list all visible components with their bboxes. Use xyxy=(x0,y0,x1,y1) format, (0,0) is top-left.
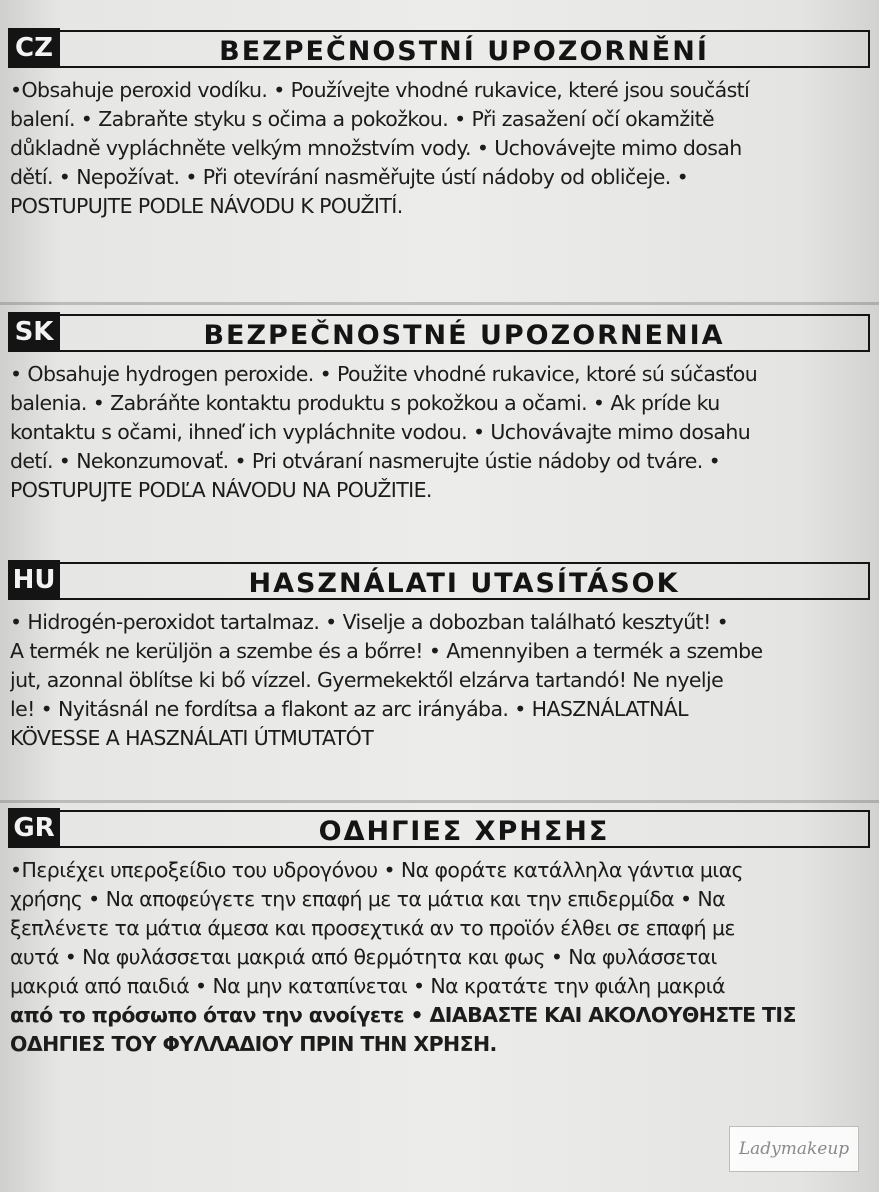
text-line: ΟΔΗΓΙΕΣ ΤΟΥ ΦΥΛΛΑΔΙΟΥ ΠΡΙΝ ΤΗΝ ΧΡΗΣΗ. xyxy=(10,1032,497,1056)
text-line: •Obsahuje peroxid vodíku. • Používejte vhodné rukavice, které jsou součástí xyxy=(10,78,750,102)
text-line: POSTUPUJTE PODLE NÁVODU K POUŽITÍ. xyxy=(10,194,403,218)
text-line: • Obsahuje hydrogen peroxide. • Použite vhodné rukavice, ktoré sú súčasťou xyxy=(10,362,758,386)
section-body xyxy=(10,360,870,505)
section-cz xyxy=(8,28,870,221)
text-line: μακριά από παιδιά • Να μην καταπίνεται • Να κρατάτε την φιάλη μακριά xyxy=(10,974,725,998)
text-line: POSTUPUJTE PODĽA NÁVODU NA POUŽITIE. xyxy=(10,478,432,502)
text-line: le! • Nyitásnál ne fordítsa a flakont az arc irányába. • HASZNÁLATNÁL xyxy=(10,697,688,721)
section-body xyxy=(10,608,870,753)
text-line: ξεπλένετε τα μάτια άμεσα και προσεχτικά αν το προϊόν έλθει σε επαφή με xyxy=(10,916,735,940)
section-title: BEZPEČNOSTNÉ UPOZORNENIA xyxy=(60,314,870,352)
text-line: KÖVESSE A HASZNÁLATI ÚTMUTATÓT xyxy=(10,726,374,750)
text-line: από το πρόσωπο όταν την ανοίγετε • ΔΙΑΒΑΣΤΕ ΚΑΙ ΑΚΟΛΟΥΘΗΣΤΕ ΤΙΣ xyxy=(10,1003,796,1027)
section-hu xyxy=(8,560,870,753)
section-sk xyxy=(8,312,870,505)
section-header xyxy=(8,808,870,852)
text-line: jut, azonnal öblítse ki bő vízzel. Gyermekektől elzárva tartandó! Ne nyelje xyxy=(10,668,724,692)
text-line: αυτά • Να φυλάσσεται μακριά από θερμότητα και φως • Να φυλάσσεται xyxy=(10,945,717,969)
text-line: •Περιέχει υπεροξείδιο του υδρογόνου • Να φοράτε κατάλληλα γάντια μιας xyxy=(10,858,743,882)
language-tag: GR xyxy=(8,808,60,848)
divider xyxy=(0,800,879,803)
language-tag: HU xyxy=(8,560,60,600)
language-tag: CZ xyxy=(8,28,60,68)
text-line: kontaktu s očami, ihneď ich vypláchnite vodou. • Uchovávajte mimo dosahu xyxy=(10,420,751,444)
section-body xyxy=(10,76,870,221)
text-line: A termék ne kerüljön a szembe és a bőrre! • Amennyiben a termék a szembe xyxy=(10,639,763,663)
text-line: důkladně vypláchněte velkým množstvím vody. • Uchovávejte mimo dosah xyxy=(10,136,742,160)
section-header xyxy=(8,28,870,72)
watermark-logo: Ladymakeup xyxy=(729,1126,859,1172)
section-title: ΟΔΗΓΙΕΣ ΧΡΗΣΗΣ xyxy=(60,810,870,848)
text-line: χρήσης • Να αποφεύγετε την επαφή με τα μάτια και την επιδερμίδα • Να xyxy=(10,887,726,911)
text-line: balenia. • Zabráňte kontaktu produktu s pokožkou a očami. • Ak príde ku xyxy=(10,391,720,415)
text-line: detí. • Nekonzumovať. • Pri otváraní nasmerujte ústie nádoby od tváre. • xyxy=(10,449,721,473)
text-line: • Hidrogén-peroxidot tartalmaz. • Viselje a dobozban található kesztyűt! • xyxy=(10,610,729,634)
divider xyxy=(0,302,879,305)
section-header xyxy=(8,312,870,356)
section-header xyxy=(8,560,870,604)
section-body xyxy=(10,856,870,1059)
section-gr xyxy=(8,808,870,1059)
section-title: BEZPEČNOSTNÍ UPOZORNĚNÍ xyxy=(60,30,870,68)
text-line: dětí. • Nepožívat. • Při otevírání nasměřujte ústí nádoby od obličeje. • xyxy=(10,165,689,189)
text-line: balení. • Zabraňte styku s očima a pokožkou. • Při zasažení očí okamžitě xyxy=(10,107,715,131)
section-title: HASZNÁLATI UTASÍTÁSOK xyxy=(60,562,870,600)
language-tag: SK xyxy=(8,312,60,352)
